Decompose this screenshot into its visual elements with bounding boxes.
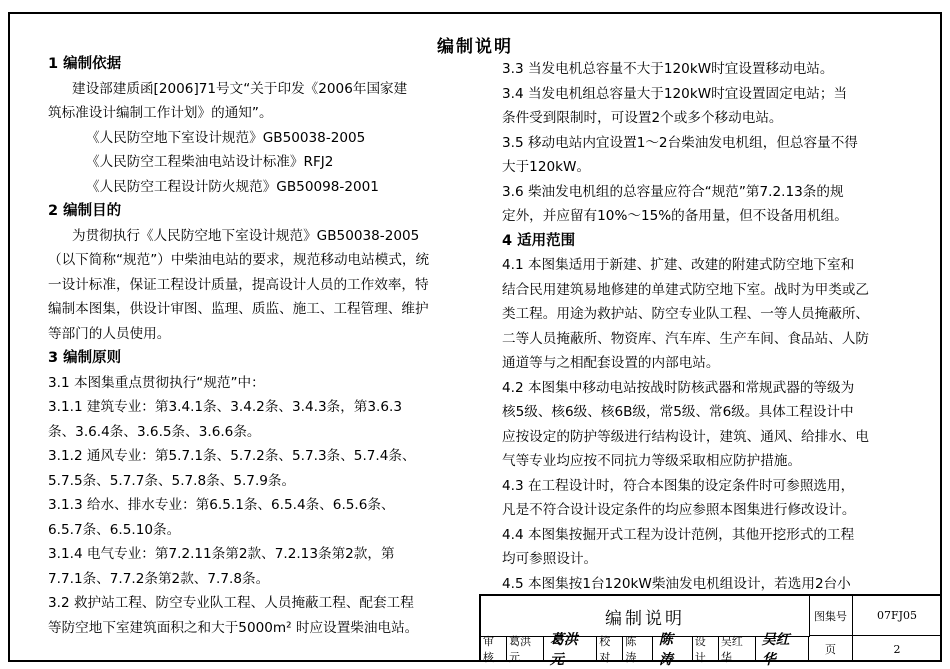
text-line: 4.2 本图集中移动电站按战时防核武器和常规武器的等级为 (502, 379, 855, 396)
reviewer-signature: 葛洪元 (549, 632, 578, 668)
text-line: 为贯彻执行《人民防空地下室设计规范》GB50038-2005 (72, 227, 420, 244)
text-line: 3.1.1 建筑专业：第3.4.1条、3.4.2条、3.4.3条，第3.6.3 (48, 399, 402, 415)
text-line: 二等人员掩蔽所、物资库、汽车库、生产车间、食品站、人防 (502, 330, 870, 347)
text-line: 4.3 在工程设计时，符合本图集的设定条件时可参照选用， (502, 477, 855, 494)
text-line: 3.1.2 通风专业：第5.7.1条、5.7.2条、5.7.3条、5.7.4条、 (48, 448, 416, 464)
text-line: 均可参照设计。 (502, 551, 598, 567)
text-line: 凡是不符合设计设定条件的均应参照本图集进行修改设计。 (502, 502, 856, 518)
title-block (479, 594, 942, 668)
text-line: 编制本图集，供设计审图、监理、质监、施工、工程管理、维护 (48, 301, 429, 317)
designer-name: 吴红华 (720, 635, 743, 664)
text-line: （以下简称“规范”）中柴油电站的要求，规范移动电站模式，统 (48, 252, 430, 268)
section-heading: 4 适用范围 (502, 232, 576, 249)
text-line: 《人民防空地下室设计规范》GB50038-2005 (86, 129, 366, 146)
text-line: 应按设定的防护等级进行结构设计，建筑、通风、给排水、电 (502, 428, 870, 445)
page-number: 2 (853, 636, 942, 662)
checker-name: 陈 涛 (625, 635, 637, 664)
right-column (502, 57, 912, 596)
text-line: 4.4 本图集按掘开式工程为设计范例，其他开挖形式的工程 (502, 526, 855, 543)
section-heading: 2 编制目的 (48, 203, 122, 219)
text-line: 建设部建质函[2006]71号文“关于印发《2006年国家建 (72, 80, 408, 97)
text-line: 7.7.1条、7.7.2条第2款、7.7.8条。 (48, 570, 270, 587)
text-line: 6.5.7条、6.5.10条。 (48, 521, 181, 538)
text-line: 3.3 当发电机总容量不大于120kW时宜设置移动电站。 (502, 61, 834, 77)
text-line: 3.1.4 电气专业：第7.2.11条第2款、7.2.13条第2款，第 (48, 546, 395, 562)
text-line: 通道等与之相配套设置的内部电站。 (502, 355, 720, 371)
text-line: 《人民防空工程柴油电站设计标准》RFJ2 (86, 154, 334, 170)
text-line: 5.7.5条、5.7.7条、5.7.8条、5.7.9条。 (48, 472, 296, 489)
text-line: 3.6 柴油发电机组的总容量应符合“规范”第7.2.13条的规 (502, 183, 844, 200)
text-line: 3.1.3 给水、排水专业：第6.5.1条、6.5.4条、6.5.6条、 (48, 497, 395, 513)
text-line: 等防空地下室建筑面积之和大于5000m² 时应设置柴油电站。 (48, 619, 419, 636)
text-line: 3.5 移动电站内宜设置1～2台柴油发电机组，但总容量不得 (502, 134, 858, 151)
designer-signature: 吴红华 (761, 632, 790, 668)
text-line: 《人民防空工程设计防火规范》GB50098-2001 (86, 178, 379, 195)
text-line: 等部门的人员使用。 (48, 325, 171, 342)
text-line: 3.1 本图集重点贯彻执行“规范”中： (48, 374, 265, 391)
text-line: 4.1 本图集适用于新建、扩建、改建的附建式防空地下室和 (502, 257, 855, 273)
signature-row (481, 632, 809, 668)
text-line: 筑标准设计编制工作计划》的通知”。 (48, 105, 273, 121)
text-line: 4.5 本图集按1台120kW柴油发电机组设计，若选用2台小 (502, 575, 851, 592)
check-label: 校对 (599, 635, 611, 664)
text-line: 条、3.6.4条、3.6.5条、3.6.6条。 (48, 423, 261, 440)
section-heading: 1 编制依据 (48, 56, 122, 72)
text-line: 一设计标准，保证工程设计质量，提高设计人员的工作效率，特 (48, 276, 429, 293)
text-line: 3.2 救护站工程、防空专业队工程、人员掩蔽工程、配套工程 (48, 595, 414, 611)
text-line: 类工程。用途为救护站、防空专业队工程、一等人员掩蔽所、 (502, 306, 870, 322)
review-label: 审核 (483, 635, 494, 664)
title-block-name: 编制说明 (481, 596, 810, 637)
text-line: 气等专业均应按不同抗力等级采取相应防护措施。 (502, 453, 802, 469)
text-line: 核5级、核6级、核6B级，常5级、常6级。具体工程设计中 (502, 404, 854, 420)
text-line: 结合民用建筑易地修建的单建式防空地下室。战时为甲类或乙 (502, 281, 870, 298)
page-label: 页 (809, 636, 853, 662)
text-line: 大于120kW。 (502, 159, 591, 175)
section-heading: 3 编制原则 (48, 350, 122, 366)
design-label: 设计 (694, 635, 706, 664)
reviewer-name: 葛洪元 (509, 635, 532, 664)
checker-signature: 陈涛 (658, 632, 673, 668)
text-line: 定外，并应留有10%～15%的备用量，但不设备用机组。 (502, 208, 848, 224)
text-line: 3.4 当发电机组总容量大于120kW时宜设置固定电站；当 (502, 85, 848, 102)
atlas-number: 07FJ05 (853, 596, 942, 636)
left-column (48, 52, 468, 640)
text-line: 条件受到限制时，可设置2个或多个移动电站。 (502, 110, 783, 126)
atlas-number-label: 图集号 (809, 596, 853, 636)
page-title: 编制说明 (437, 37, 513, 57)
